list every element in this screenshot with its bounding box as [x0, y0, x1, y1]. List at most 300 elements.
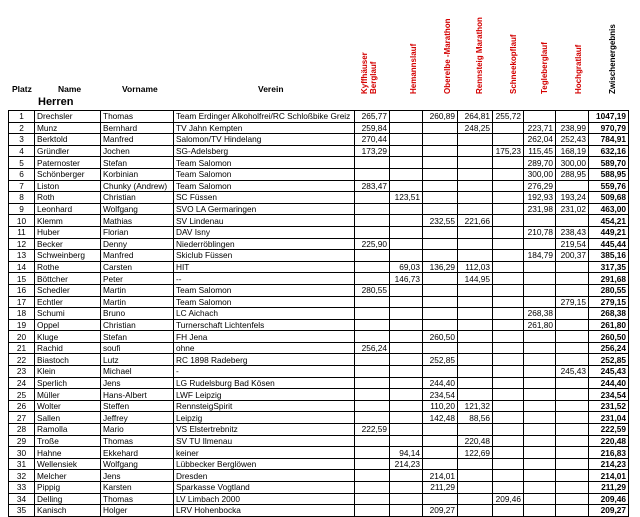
cell-rennsteig — [458, 493, 493, 505]
cell-hermannslauf — [390, 226, 423, 238]
cell-surname: Schedler — [35, 284, 101, 296]
cell-rennsteig — [458, 134, 493, 146]
results-table — [8, 110, 629, 517]
cell-hochgrat: 288,95 — [556, 168, 589, 180]
cell-place: 7 — [9, 180, 35, 192]
cell-hermannslauf — [390, 377, 423, 389]
cell-tegelberg — [524, 424, 556, 436]
cell-schneekopf — [493, 354, 524, 366]
cell-oberelbe — [423, 342, 458, 354]
table-row — [9, 226, 629, 238]
cell-kyffhaeuser — [355, 261, 390, 273]
cell-schneekopf — [493, 319, 524, 331]
cell-tegelberg — [524, 354, 556, 366]
cell-surname: Schweinberg — [35, 250, 101, 262]
cell-kyffhaeuser — [355, 296, 390, 308]
cell-tegelberg: 276,29 — [524, 180, 556, 192]
cell-total: 445,44 — [589, 238, 629, 250]
cell-surname: Rachid — [35, 342, 101, 354]
cell-place: 33 — [9, 482, 35, 494]
header-tegelberglauf: Tegleberglauf — [540, 42, 549, 94]
cell-club: LWF Leipzig — [174, 389, 355, 401]
cell-rennsteig: 220,48 — [458, 435, 493, 447]
cell-firstname: Jens — [101, 470, 174, 482]
cell-firstname: Martin — [101, 284, 174, 296]
cell-surname: Müller — [35, 389, 101, 401]
cell-hochgrat — [556, 412, 589, 424]
table-row — [9, 458, 629, 470]
table-row — [9, 331, 629, 343]
header-verein: Verein — [258, 84, 284, 94]
cell-surname: Munz — [35, 122, 101, 134]
cell-rennsteig — [458, 145, 493, 157]
cell-hermannslauf — [390, 122, 423, 134]
cell-place: 28 — [9, 424, 35, 436]
cell-schneekopf — [493, 505, 524, 517]
cell-place: 22 — [9, 354, 35, 366]
cell-hermannslauf: 69,03 — [390, 261, 423, 273]
cell-hermannslauf — [390, 470, 423, 482]
cell-rennsteig: 121,32 — [458, 400, 493, 412]
cell-tegelberg — [524, 389, 556, 401]
cell-hermannslauf — [390, 424, 423, 436]
cell-place: 31 — [9, 458, 35, 470]
cell-surname: Gründler — [35, 145, 101, 157]
cell-place: 27 — [9, 412, 35, 424]
cell-hochgrat: 252,43 — [556, 134, 589, 146]
cell-total: 214,01 — [589, 470, 629, 482]
cell-firstname: Lutz — [101, 354, 174, 366]
table-row — [9, 145, 629, 157]
table-row — [9, 424, 629, 436]
cell-surname: Paternoster — [35, 157, 101, 169]
cell-rennsteig — [458, 342, 493, 354]
cell-total: 214,23 — [589, 458, 629, 470]
table-row — [9, 203, 629, 215]
header-kyffhaeuser-line1: Kyffhäuser — [360, 52, 369, 94]
cell-oberelbe — [423, 273, 458, 285]
table-row — [9, 342, 629, 354]
cell-hermannslauf — [390, 412, 423, 424]
cell-rennsteig — [458, 458, 493, 470]
cell-rennsteig — [458, 366, 493, 378]
cell-firstname: Thomas — [101, 493, 174, 505]
cell-surname: Oppel — [35, 319, 101, 331]
cell-hermannslauf — [390, 493, 423, 505]
cell-kyffhaeuser: 259,84 — [355, 122, 390, 134]
cell-club: Niederröblingen — [174, 238, 355, 250]
cell-rennsteig: 122,69 — [458, 447, 493, 459]
cell-hermannslauf — [390, 145, 423, 157]
cell-rennsteig — [458, 168, 493, 180]
cell-schneekopf — [493, 215, 524, 227]
cell-club: - — [174, 366, 355, 378]
cell-kyffhaeuser — [355, 157, 390, 169]
table-row — [9, 493, 629, 505]
cell-place: 19 — [9, 319, 35, 331]
table-row — [9, 250, 629, 262]
cell-tegelberg — [524, 366, 556, 378]
cell-place: 10 — [9, 215, 35, 227]
cell-kyffhaeuser: 225,90 — [355, 238, 390, 250]
cell-place: 29 — [9, 435, 35, 447]
cell-total: 209,27 — [589, 505, 629, 517]
cell-oberelbe: 209,27 — [423, 505, 458, 517]
cell-hochgrat: 245,43 — [556, 366, 589, 378]
cell-hochgrat: 193,24 — [556, 192, 589, 204]
cell-oberelbe — [423, 308, 458, 320]
cell-kyffhaeuser: 256,24 — [355, 342, 390, 354]
cell-oberelbe — [423, 180, 458, 192]
cell-kyffhaeuser — [355, 389, 390, 401]
cell-club: RC 1898 Radeberg — [174, 354, 355, 366]
cell-schneekopf — [493, 284, 524, 296]
cell-rennsteig — [458, 296, 493, 308]
cell-club: Salomon/TV Hindelang — [174, 134, 355, 146]
cell-firstname: Karsten — [101, 482, 174, 494]
cell-schneekopf — [493, 308, 524, 320]
cell-place: 20 — [9, 331, 35, 343]
cell-oberelbe: 252,85 — [423, 354, 458, 366]
cell-rennsteig: 221,66 — [458, 215, 493, 227]
cell-tegelberg — [524, 296, 556, 308]
cell-club: Turnerschaft Lichtenfels — [174, 319, 355, 331]
cell-oberelbe: 244,40 — [423, 377, 458, 389]
cell-hochgrat: 238,99 — [556, 122, 589, 134]
cell-club: ohne — [174, 342, 355, 354]
cell-total: 559,76 — [589, 180, 629, 192]
table-row — [9, 470, 629, 482]
cell-rennsteig — [458, 424, 493, 436]
cell-place: 21 — [9, 342, 35, 354]
cell-hermannslauf — [390, 505, 423, 517]
header-hermannslauf: Hemannslauf — [409, 43, 418, 94]
cell-schneekopf — [493, 168, 524, 180]
cell-surname: Kanisch — [35, 505, 101, 517]
cell-firstname: Mario — [101, 424, 174, 436]
cell-oberelbe: 214,01 — [423, 470, 458, 482]
cell-surname: Wellensiek — [35, 458, 101, 470]
cell-club: -- — [174, 273, 355, 285]
cell-club: DAV Isny — [174, 226, 355, 238]
cell-total: 280,55 — [589, 284, 629, 296]
cell-firstname: Thomas — [101, 111, 174, 123]
cell-hermannslauf — [390, 400, 423, 412]
cell-oberelbe — [423, 203, 458, 215]
table-row — [9, 215, 629, 227]
cell-hochgrat — [556, 400, 589, 412]
cell-tegelberg — [524, 482, 556, 494]
cell-surname: Becker — [35, 238, 101, 250]
table-row — [9, 111, 629, 123]
cell-surname: Biastoch — [35, 354, 101, 366]
cell-kyffhaeuser — [355, 458, 390, 470]
cell-tegelberg — [524, 505, 556, 517]
header-rennsteig-marathon: Rennsteig Marathon — [475, 17, 484, 94]
cell-total: 234,54 — [589, 389, 629, 401]
cell-schneekopf — [493, 377, 524, 389]
cell-tegelberg: 231,98 — [524, 203, 556, 215]
cell-surname: Huber — [35, 226, 101, 238]
cell-rennsteig: 264,81 — [458, 111, 493, 123]
cell-place: 26 — [9, 400, 35, 412]
table-row — [9, 505, 629, 517]
cell-oberelbe — [423, 447, 458, 459]
table-row — [9, 435, 629, 447]
cell-oberelbe — [423, 435, 458, 447]
cell-firstname: Christian — [101, 319, 174, 331]
cell-place: 25 — [9, 389, 35, 401]
cell-hermannslauf — [390, 238, 423, 250]
cell-club: Team Salomon — [174, 284, 355, 296]
header-schneekopflauf: Schneekopflauf — [509, 34, 518, 94]
cell-kyffhaeuser: 222,59 — [355, 424, 390, 436]
cell-tegelberg — [524, 493, 556, 505]
cell-rennsteig — [458, 319, 493, 331]
cell-place: 17 — [9, 296, 35, 308]
cell-place: 14 — [9, 261, 35, 273]
cell-schneekopf — [493, 331, 524, 343]
cell-club: SV TU Ilmenau — [174, 435, 355, 447]
cell-schneekopf — [493, 122, 524, 134]
cell-tegelberg: 289,70 — [524, 157, 556, 169]
table-row — [9, 192, 629, 204]
cell-club: VS Elstertrebnitz — [174, 424, 355, 436]
cell-tegelberg: 184,79 — [524, 250, 556, 262]
cell-place: 1 — [9, 111, 35, 123]
cell-club: Team Salomon — [174, 296, 355, 308]
cell-place: 23 — [9, 366, 35, 378]
cell-place: 6 — [9, 168, 35, 180]
cell-surname: Schumi — [35, 308, 101, 320]
cell-oberelbe — [423, 250, 458, 262]
cell-oberelbe — [423, 284, 458, 296]
cell-oberelbe — [423, 319, 458, 331]
cell-schneekopf — [493, 482, 524, 494]
cell-kyffhaeuser: 265,77 — [355, 111, 390, 123]
cell-firstname: Wolfgang — [101, 458, 174, 470]
cell-tegelberg — [524, 470, 556, 482]
cell-total: 244,40 — [589, 377, 629, 389]
cell-total: 220,48 — [589, 435, 629, 447]
cell-hermannslauf: 123,51 — [390, 192, 423, 204]
cell-surname: Berktold — [35, 134, 101, 146]
cell-kyffhaeuser — [355, 308, 390, 320]
cell-firstname: Mathias — [101, 215, 174, 227]
cell-schneekopf — [493, 470, 524, 482]
cell-oberelbe — [423, 145, 458, 157]
cell-hermannslauf — [390, 435, 423, 447]
cell-place: 30 — [9, 447, 35, 459]
cell-hermannslauf — [390, 342, 423, 354]
cell-schneekopf — [493, 458, 524, 470]
cell-kyffhaeuser: 283,47 — [355, 180, 390, 192]
cell-club: SG-Adelsberg — [174, 145, 355, 157]
cell-place: 18 — [9, 308, 35, 320]
cell-total: 279,15 — [589, 296, 629, 308]
cell-hochgrat: 231,02 — [556, 203, 589, 215]
cell-tegelberg: 115,45 — [524, 145, 556, 157]
cell-oberelbe — [423, 192, 458, 204]
cell-tegelberg — [524, 412, 556, 424]
cell-kyffhaeuser: 270,44 — [355, 134, 390, 146]
cell-kyffhaeuser — [355, 215, 390, 227]
cell-schneekopf — [493, 192, 524, 204]
cell-club: Team Salomon — [174, 168, 355, 180]
cell-place: 24 — [9, 377, 35, 389]
cell-kyffhaeuser — [355, 226, 390, 238]
cell-oberelbe — [423, 296, 458, 308]
cell-place: 34 — [9, 493, 35, 505]
cell-tegelberg: 261,80 — [524, 319, 556, 331]
cell-hermannslauf — [390, 308, 423, 320]
cell-firstname: Peter — [101, 273, 174, 285]
table-row — [9, 412, 629, 424]
cell-kyffhaeuser — [355, 505, 390, 517]
header-kyffhaeuser-line2: Berglauf — [369, 61, 378, 94]
cell-oberelbe — [423, 122, 458, 134]
cell-hermannslauf — [390, 111, 423, 123]
cell-surname: Hahne — [35, 447, 101, 459]
cell-oberelbe — [423, 168, 458, 180]
cell-hochgrat — [556, 308, 589, 320]
cell-schneekopf: 209,46 — [493, 493, 524, 505]
cell-oberelbe: 234,54 — [423, 389, 458, 401]
cell-hermannslauf — [390, 134, 423, 146]
cell-total: 231,52 — [589, 400, 629, 412]
cell-tegelberg: 192,93 — [524, 192, 556, 204]
cell-surname: Troße — [35, 435, 101, 447]
cell-rennsteig — [458, 354, 493, 366]
cell-club: keiner — [174, 447, 355, 459]
cell-surname: Sallen — [35, 412, 101, 424]
cell-total: 261,80 — [589, 319, 629, 331]
cell-tegelberg: 210,78 — [524, 226, 556, 238]
cell-hermannslauf — [390, 389, 423, 401]
cell-schneekopf — [493, 226, 524, 238]
cell-firstname: Martin — [101, 296, 174, 308]
table-row — [9, 296, 629, 308]
cell-oberelbe: 136,29 — [423, 261, 458, 273]
cell-club: LV Limbach 2000 — [174, 493, 355, 505]
cell-place: 5 — [9, 157, 35, 169]
cell-schneekopf — [493, 366, 524, 378]
cell-tegelberg — [524, 111, 556, 123]
cell-hermannslauf — [390, 250, 423, 262]
cell-total: 231,04 — [589, 412, 629, 424]
cell-hermannslauf — [390, 215, 423, 227]
cell-rennsteig — [458, 331, 493, 343]
cell-surname: Drechsler — [35, 111, 101, 123]
table-row — [9, 261, 629, 273]
cell-hochgrat — [556, 273, 589, 285]
cell-hermannslauf — [390, 203, 423, 215]
cell-total: 1047,19 — [589, 111, 629, 123]
cell-tegelberg — [524, 261, 556, 273]
cell-club: LRV Hohenbocka — [174, 505, 355, 517]
cell-oberelbe — [423, 226, 458, 238]
cell-rennsteig — [458, 180, 493, 192]
header-vorname: Vorname — [122, 84, 158, 94]
cell-total: 268,38 — [589, 308, 629, 320]
cell-club: SVO LA Germaringen — [174, 203, 355, 215]
cell-place: 16 — [9, 284, 35, 296]
cell-place: 32 — [9, 470, 35, 482]
cell-tegelberg — [524, 435, 556, 447]
header-hochgratlauf: Hochgratlauf — [574, 44, 583, 94]
cell-kyffhaeuser — [355, 331, 390, 343]
cell-kyffhaeuser — [355, 470, 390, 482]
cell-firstname: Korbinian — [101, 168, 174, 180]
cell-kyffhaeuser: 280,55 — [355, 284, 390, 296]
cell-club: Team Salomon — [174, 157, 355, 169]
cell-tegelberg: 268,38 — [524, 308, 556, 320]
cell-hermannslauf: 214,23 — [390, 458, 423, 470]
cell-place: 35 — [9, 505, 35, 517]
cell-firstname: Bruno — [101, 308, 174, 320]
cell-rennsteig: 144,95 — [458, 273, 493, 285]
cell-hochgrat — [556, 354, 589, 366]
cell-rennsteig: 88,56 — [458, 412, 493, 424]
cell-total: 784,91 — [589, 134, 629, 146]
table-row — [9, 354, 629, 366]
cell-hermannslauf: 94,14 — [390, 447, 423, 459]
cell-surname: Ramolla — [35, 424, 101, 436]
cell-schneekopf — [493, 250, 524, 262]
cell-total: 632,16 — [589, 145, 629, 157]
cell-tegelberg — [524, 447, 556, 459]
cell-firstname: Hans-Albert — [101, 389, 174, 401]
cell-hochgrat — [556, 482, 589, 494]
cell-total: 291,68 — [589, 273, 629, 285]
cell-rennsteig — [458, 308, 493, 320]
cell-surname: Delling — [35, 493, 101, 505]
cell-kyffhaeuser — [355, 250, 390, 262]
cell-total: 256,24 — [589, 342, 629, 354]
header-oberelbe-marathon: Oberelbe -Marathon — [443, 18, 452, 94]
table-row — [9, 168, 629, 180]
cell-place: 12 — [9, 238, 35, 250]
cell-kyffhaeuser — [355, 412, 390, 424]
cell-tegelberg: 262,04 — [524, 134, 556, 146]
cell-club: RennsteigSpirit — [174, 400, 355, 412]
cell-tegelberg: 223,71 — [524, 122, 556, 134]
cell-schneekopf — [493, 435, 524, 447]
cell-club: TV Jahn Kempten — [174, 122, 355, 134]
cell-total: 454,21 — [589, 215, 629, 227]
cell-schneekopf — [493, 157, 524, 169]
cell-hochgrat: 238,43 — [556, 226, 589, 238]
cell-hochgrat — [556, 447, 589, 459]
cell-hochgrat — [556, 458, 589, 470]
cell-schneekopf: 175,23 — [493, 145, 524, 157]
cell-tegelberg — [524, 238, 556, 250]
cell-club: Lübbecker Berglöwen — [174, 458, 355, 470]
cell-firstname: Thomas — [101, 435, 174, 447]
cell-surname: Pippig — [35, 482, 101, 494]
cell-total: 245,43 — [589, 366, 629, 378]
section-title: Herren — [38, 96, 74, 108]
cell-firstname: Florian — [101, 226, 174, 238]
cell-tegelberg — [524, 284, 556, 296]
cell-hochgrat — [556, 435, 589, 447]
cell-schneekopf — [493, 238, 524, 250]
cell-club: Leipzig — [174, 412, 355, 424]
cell-club: SV Lindenau — [174, 215, 355, 227]
cell-oberelbe: 260,50 — [423, 331, 458, 343]
header-zwischenergebnis: Zwischenergebnis — [608, 24, 617, 94]
table-row — [9, 273, 629, 285]
